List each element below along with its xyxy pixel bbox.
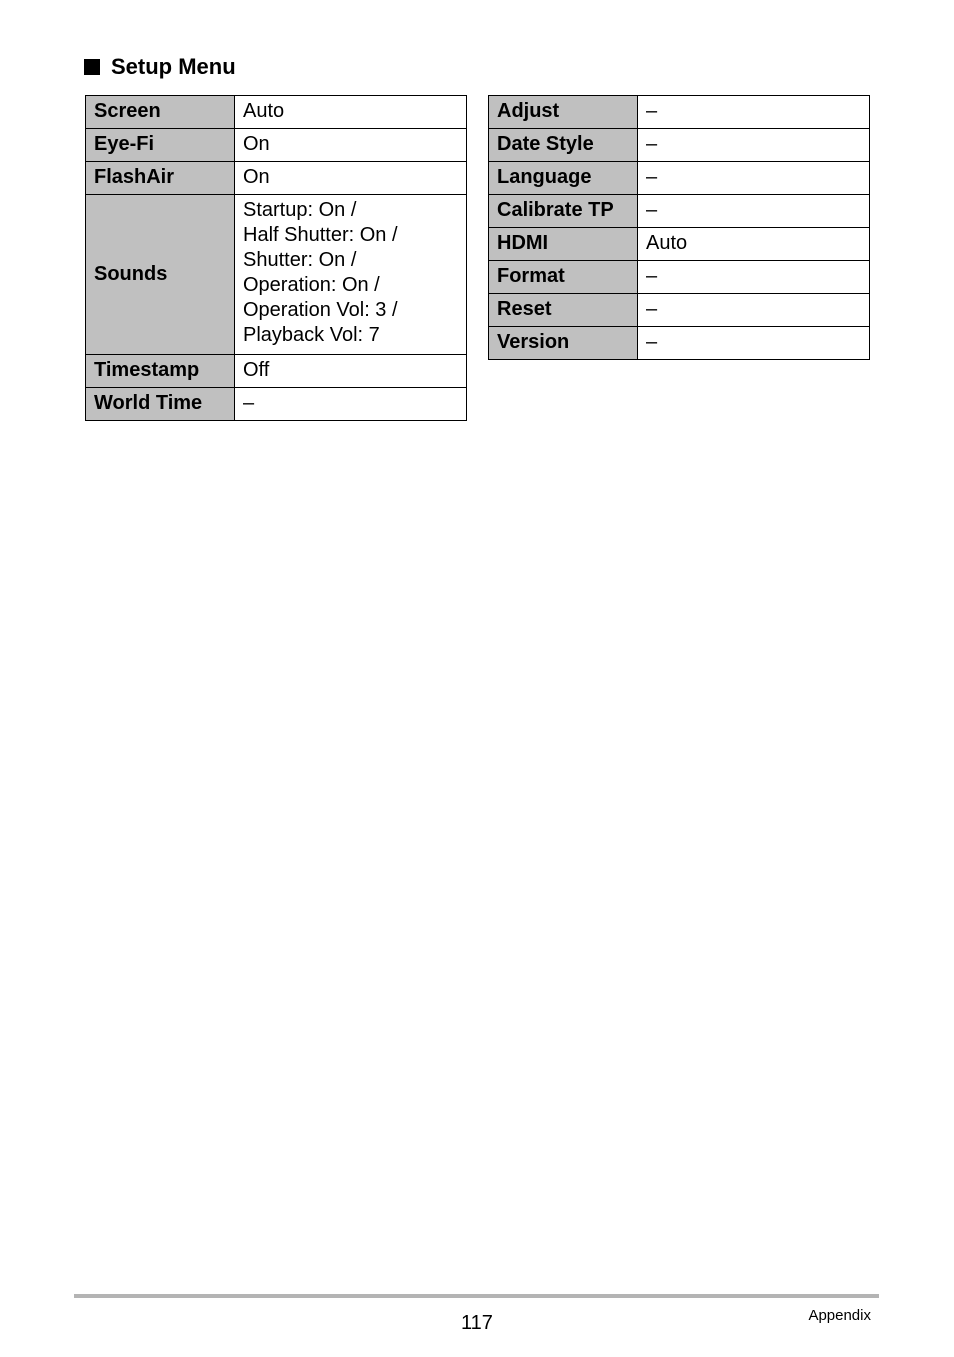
setting-value: –	[638, 195, 870, 228]
setting-value: Auto	[638, 228, 870, 261]
setting-name: Language	[489, 162, 638, 195]
setting-name: Adjust	[489, 96, 638, 129]
setting-value-line: Playback Vol: 7	[243, 324, 380, 346]
setting-name: World Time	[86, 388, 235, 421]
setting-value: –	[638, 294, 870, 327]
setting-value: –	[638, 96, 870, 129]
table-row	[86, 388, 467, 421]
setting-name: Date Style	[489, 129, 638, 162]
table-row	[86, 129, 467, 162]
setup-menu-table-left	[85, 95, 467, 421]
setting-value	[235, 195, 467, 355]
table-row	[489, 294, 870, 327]
table-row	[489, 162, 870, 195]
setting-value-line: Operation Vol: 3 /	[243, 299, 398, 321]
setting-value: –	[638, 261, 870, 294]
table-row	[489, 228, 870, 261]
setting-name: Calibrate TP	[489, 195, 638, 228]
setting-name: Version	[489, 327, 638, 360]
footer-divider	[74, 1294, 879, 1298]
setup-menu-table-right	[488, 95, 870, 360]
table-row	[86, 195, 467, 355]
table-row	[86, 355, 467, 388]
table-row	[489, 327, 870, 360]
setting-value-line: Half Shutter: On /	[243, 224, 398, 246]
table-body-right	[489, 96, 870, 360]
setting-value: –	[235, 388, 467, 421]
setting-name: Eye-Fi	[86, 129, 235, 162]
setting-value: –	[638, 129, 870, 162]
table-row	[86, 96, 467, 129]
black-square-icon	[84, 59, 100, 75]
table-body-left	[86, 96, 467, 421]
setting-name: FlashAir	[86, 162, 235, 195]
setting-value-line: Startup: On /	[243, 199, 357, 221]
setting-value: On	[235, 129, 467, 162]
page-number: 117	[461, 1312, 493, 1334]
setting-value-line: Shutter: On /	[243, 249, 357, 271]
setting-name: Timestamp	[86, 355, 235, 388]
setting-name: Format	[489, 261, 638, 294]
setting-value: Auto	[235, 96, 467, 129]
section-heading	[84, 53, 236, 81]
setting-name: Screen	[86, 96, 235, 129]
setting-name: Reset	[489, 294, 638, 327]
setting-name: Sounds	[86, 195, 235, 355]
section-title: Setup Menu	[111, 54, 236, 79]
table-row	[489, 195, 870, 228]
setting-value: Off	[235, 355, 467, 388]
setting-value: On	[235, 162, 467, 195]
setting-value: –	[638, 162, 870, 195]
setting-name: HDMI	[489, 228, 638, 261]
section-label: Appendix	[808, 1307, 871, 1324]
setting-value: –	[638, 327, 870, 360]
table-row	[86, 162, 467, 195]
table-row	[489, 96, 870, 129]
table-row	[489, 261, 870, 294]
setting-value-line: Operation: On /	[243, 274, 380, 296]
table-row	[489, 129, 870, 162]
